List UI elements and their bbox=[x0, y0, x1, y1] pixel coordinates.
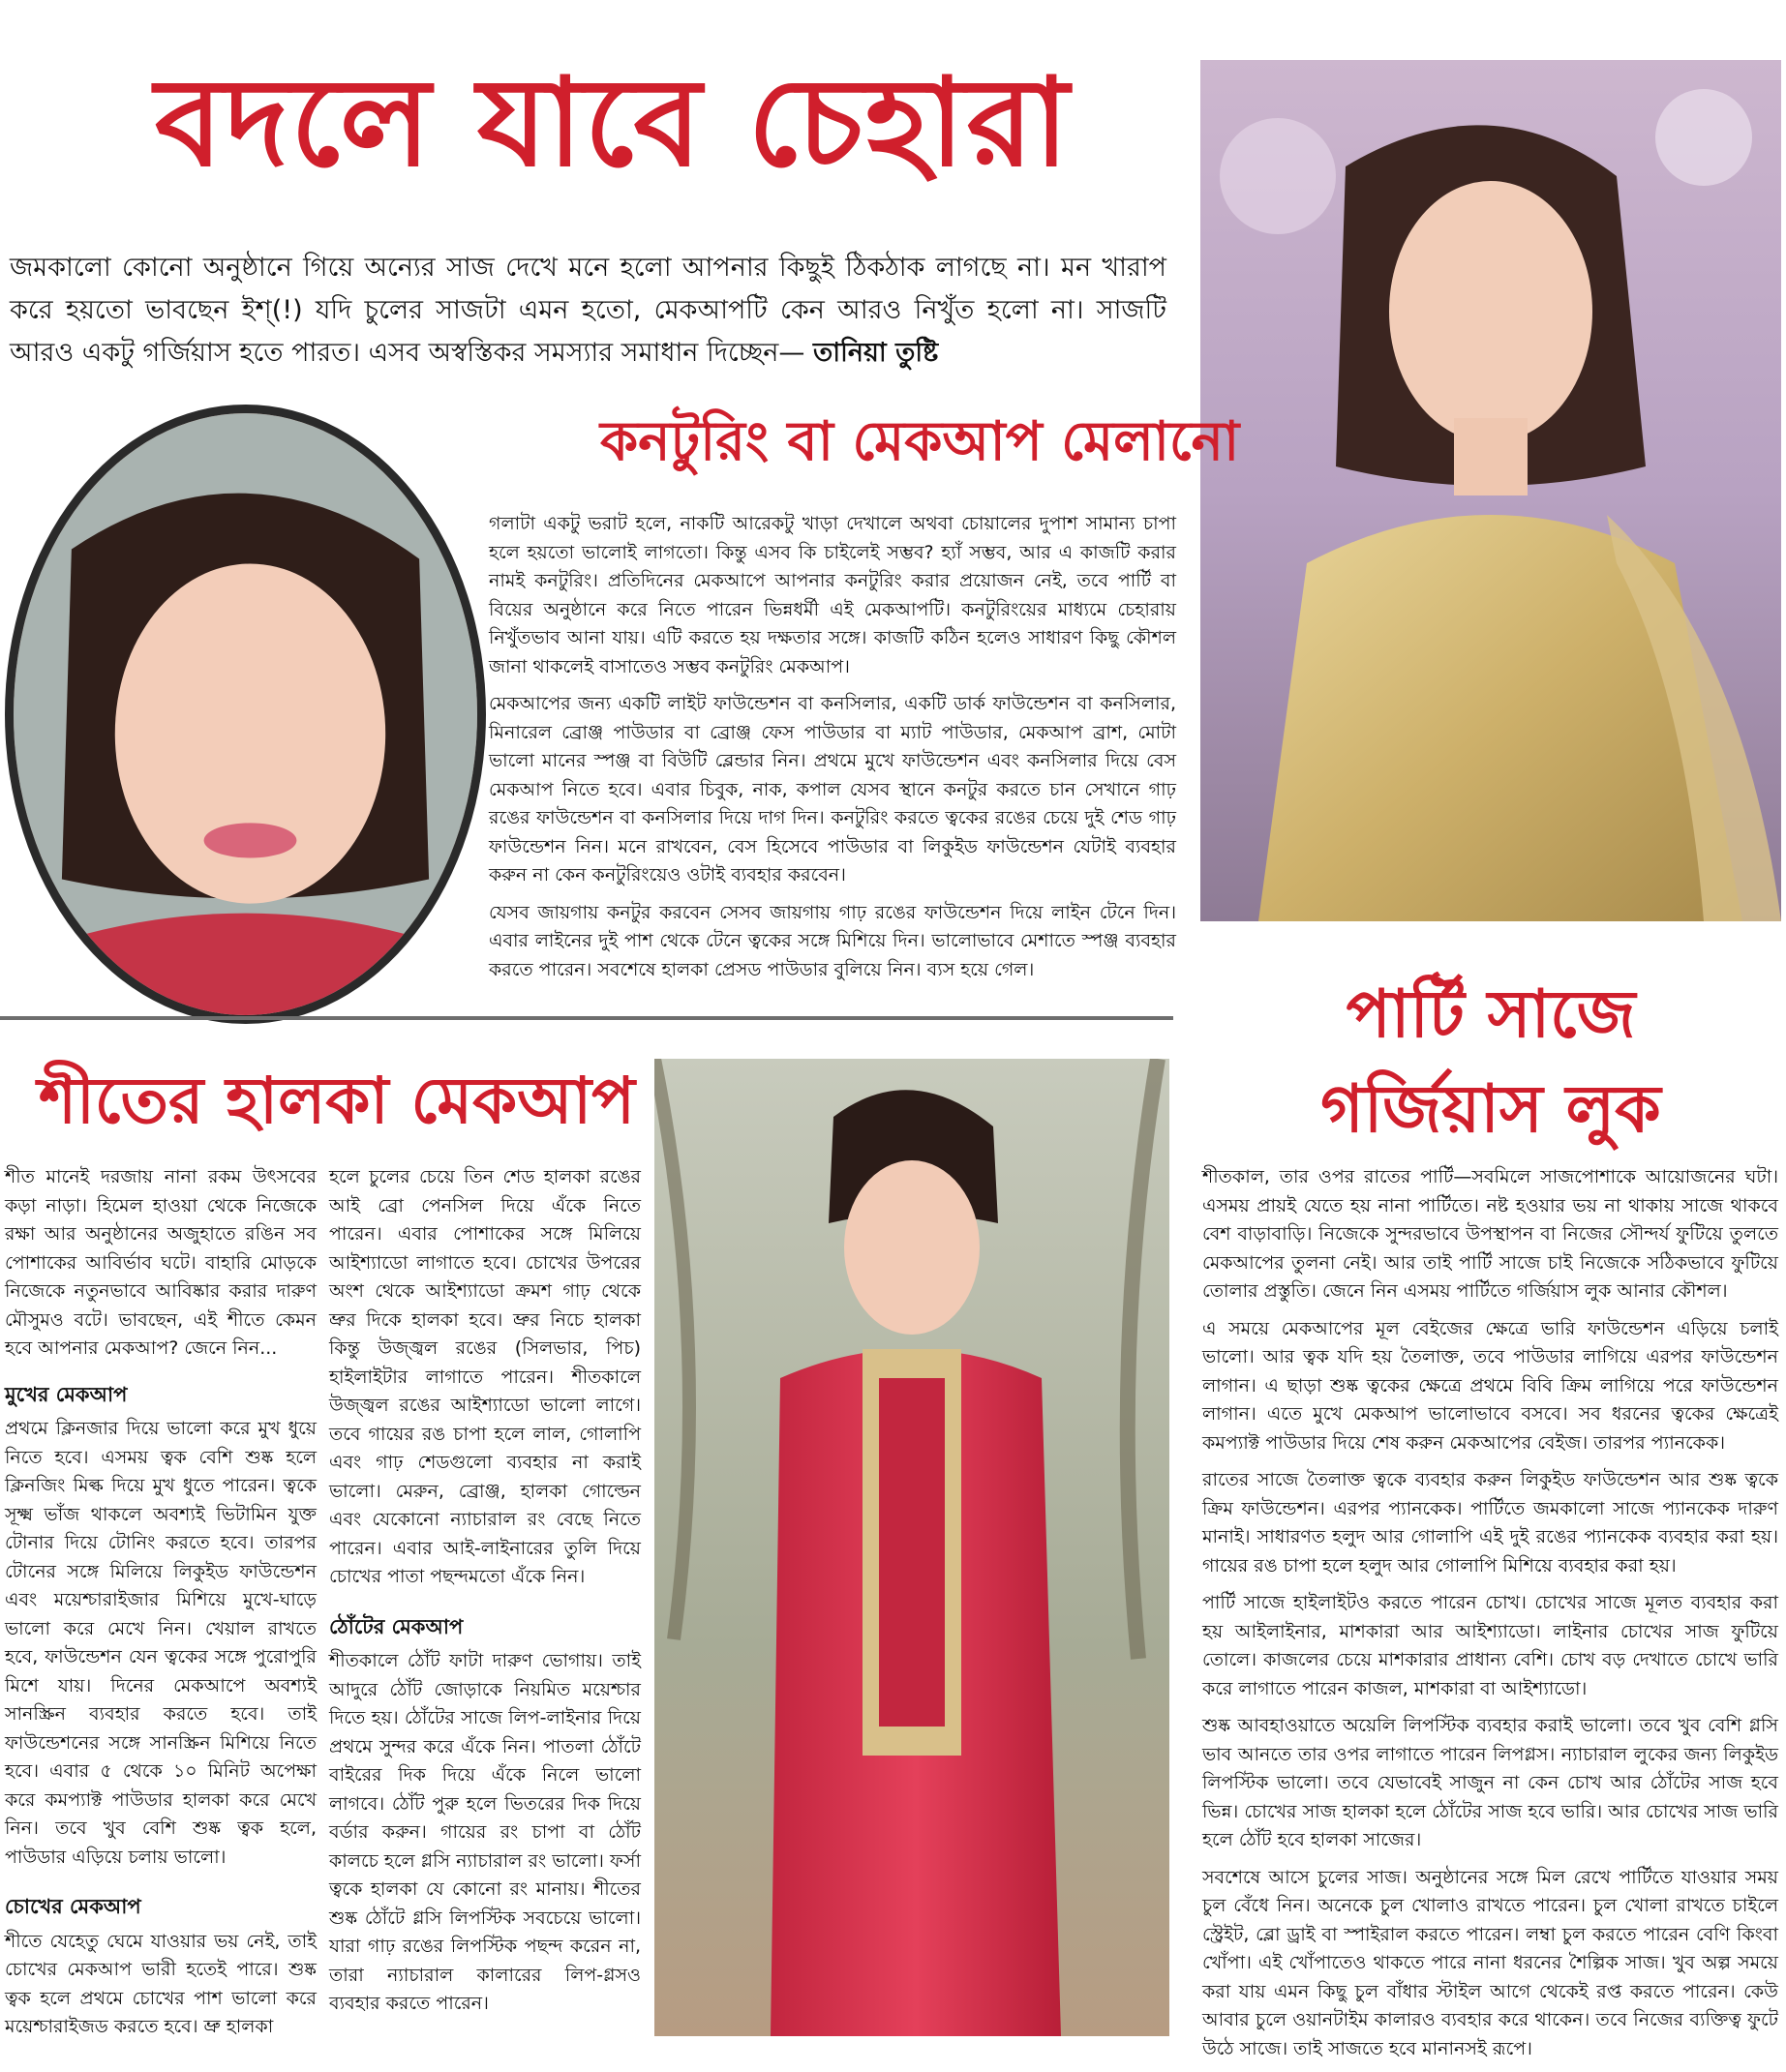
winter-intro: শীত মানেই দরজায় নানা রকম উৎসবের কড়া নাড়া। হিমেল হাওয়া থেকে নিজেকে রক্ষা আর অনুষ্ঠানের অজুহাতে রঙিন সব পোশাকের আবির্ভাব ঘটে। বাহারি মোড়কে নিজেকে নতুনভাবে আবিষ্কার করার দারুণ মৌসুমও বটে। ভাবছেন, এই শীতে কেমন হবে আপনার মেকআপ? জেনে নিন... bbox=[5, 1166, 317, 1359]
photo-gold-dress bbox=[1200, 60, 1781, 921]
photo-red-dress bbox=[654, 1059, 1169, 2036]
section-title-winter: শীতের হালকা মেকআপ bbox=[39, 1064, 635, 1138]
party-paragraph: এ সময়ে মেকআপের মূল বেইজের ক্ষেত্রে ভারি ফাউন্ডেশন এড়িয়ে চলাই ভালো। আর ত্বক যদি হয় তৈলাক্ত, তবে পাউডার লাগিয়ে এরপর ফাউন্ডেশন লাগান। এ ছাড়া শুষ্ক ত্বকের ক্ষেত্রে প্রথমে বিবি ক্রিম লাগিয়ে পরে ফাউন্ডেশন লাগান। এতে মুখে মেকআপ ভালোভাবে বসবে। সব ধরনের ত্বকের ক্ষেত্রেই কমপ্যাক্ট পাউডার দিয়ে শেষ করুন মেকআপের বেইজ। তারপর প্যানকেক। bbox=[1202, 1317, 1778, 1454]
face-makeup-text: প্রথমে ক্লিনজার দিয়ে ভালো করে মুখ ধুয়ে নিতে হবে। এসময় ত্বক বেশি শুষ্ক হলে ক্লিনজিং মিল্ক দিয়ে মুখ ধুতে পারেন। ত্বকে সূক্ষ্ম ভাঁজ থাকলে অবশ্যই ভিটামিন যুক্ত টোনার দিয়ে টোনিং করতে হবে। তারপর টোনের সঙ্গে মিলিয়ে লিকুইড ফাউন্ডেশন এবং ময়েশ্চারাইজার মিশিয়ে মুখে-ঘাড়ে ভালো করে মেখে নিন। খেয়াল রাখতে হবে, ফাউন্ডেশন যেন ত্বকের সঙ্গে পুরোপুরি মিশে যায়। দিনের মেকআপে অবশ্যই সানস্ক্রিন ব্যবহার করতে হবে। তাই ফাউন্ডেশনের সঙ্গে সানস্ক্রিন মিশিয়ে নিতে হবে। এবার ৫ থেকে ১০ মিনিট অপেক্ষা করে কমপ্যাক্ট পাউডার হালকা করে মেখে নিন। তবে খুব বেশি শুষ্ক ত্বক হলে, পাউডার এড়িয়ে চলায় ভালো। bbox=[5, 1418, 317, 1868]
contouring-paragraph: যেসব জায়গায় কনটুর করবেন সেসব জায়গায় গাঢ় রঙের ফাউন্ডেশন দিয়ে লাইন টেনে দিন। এবার লাইনের দুই পাশ থেকে টেনে ত্বকের সঙ্গে মিশিয়ে দিন। ভালোভাবে মেশাতে স্পঞ্জ ব্যবহার করতে পারেন। সবশেষে হালকা প্রেসড পাউডার বুলিয়ে নিন। ব্যস হয়ে গেল। bbox=[489, 901, 1176, 980]
contouring-paragraph: মেকআপের জন্য একটি লাইট ফাউন্ডেশন বা কনসিলার, একটি ডার্ক ফাউন্ডেশন বা কনসিলার, মিনারেল ব্রোঞ্জ পাউডার বা ব্রোঞ্জ ফেস পাউডার বা ম্যাট পাউডার, মেকআপ ব্রাশ, মোটা ভালো মানের স্পঞ্জ বা বিউটি ব্লেন্ডার নিন। প্রথমে মুখে ফাউন্ডেশন এবং কনসিলার দিয়ে বেস মেকআপ নিতে হবে। এবার চিবুক, নাক, কপাল যেসব স্থানে কনটুর করতে চান সেখানে গাঢ় রঙের ফাউন্ডেশন বা কনসিলার দিয়ে দাগ দিন। কনটুরিং করতে ত্বকের রঙের চেয়ে দুই শেড গাঢ় ফাউন্ডেশন নিন। মনে রাখবেন, বেস হিসেবে পাউডার বা লিকুইড ফাউন্ডেশন যেটাই ব্যবহার করুন না কেন কনটুরিংয়েও ওটাই ব্যবহার করবেন। bbox=[489, 693, 1176, 886]
eye-makeup-text: শীতে যেহেতু ঘেমে যাওয়ার ভয় নেই, তাই চোখের মেকআপ ভারী হতেই পারে। শুষ্ক ত্বক হলে প্রথমে চোখের পাশ ভালো করে ময়েশ্চারাইজড করতে হবে। ভ্রু হালকা bbox=[5, 1930, 317, 2037]
page-title: বদলে যাবে চেহারা bbox=[155, 51, 1072, 194]
party-paragraph: পার্টি সাজে হাইলাইটও করতে পারেন চোখ। চোখের সাজে মূলত ব্যবহার করা হয় আইলাইনার, মাশকারা আর আইশ্যাডো। লাইনার চোখের সাজ ফুটিয়ে তোলে। কাজলের চেয়ে মাশকারার প্রাধান্য বেশি। চোখ বড় দেখাতে চোখে ভারি করে লাগাতে পারেন কাজল, মাশকারা বা আইশ্যাডো। bbox=[1202, 1592, 1778, 1699]
section-title-party-line2: গর্জিয়াস লুক bbox=[1320, 1071, 1661, 1148]
photo-mirror-portrait bbox=[5, 405, 486, 1024]
party-paragraph: শীতকাল, তার ওপর রাতের পার্টি—সবমিলে সাজপোশাকে আয়োজনের ঘটা। এসময় প্রায়ই যেতে হয় নানা পার্টিতে। নষ্ট হওয়ার ভয় না থাকায় সাজে থাকবে বেশ বাড়াবাড়ি। নিজেকে সুন্দরভাবে উপস্থাপন বা নিজের সৌন্দর্য ফুটিয়ে তুলতে মেকআপের তুলনা নেই। আর তাই পার্টি সাজে চাই নিজেকে সঠিকভাবে ফুটিয়ে তোলার প্রস্তুতি। জেনে নিন এসময় পার্টিতে গর্জিয়াস লুক আনার কৌশল। bbox=[1202, 1166, 1778, 1302]
section-title-party-line1: পার্টি সাজে bbox=[1346, 976, 1636, 1053]
contouring-body bbox=[489, 510, 1176, 993]
lip-makeup-text: শীতকালে ঠোঁট ফাটা দারুণ ভোগায়। তাই আদুরে ঠোঁট জোড়াকে নিয়মিত ময়েশ্চার দিতে হয়। ঠোঁটের সাজে লিপ-লাইনার দিয়ে প্রথমে সুন্দর করে এঁকে নিন। পাতলা ঠোঁটে বাইরের দিক দিয়ে এঁকে নিলে ভালো লাগবে। ঠোঁট পুরু হলে ভিতরের দিক দিয়ে বর্ডার করুন। গায়ের রং চাপা বা ঠোঁট কালচে হলে গ্লসি ন্যাচারাল রং ভালো। ফর্সা ত্বকে হালকা যে কোনো রং মানায়। শীতের শুষ্ক ঠোঁটে গ্লসি লিপস্টিক সবচেয়ে ভালো। যারা গাঢ় রঙের লিপস্টিক পছন্দ করেন না, তারা ন্যাচারাল কালারের লিপ-গ্লসও ব্যবহার করতে পারেন। bbox=[329, 1650, 641, 2014]
section-divider bbox=[0, 1016, 1173, 1020]
heading-eye-makeup: চোখের মেকআপ bbox=[5, 1895, 141, 1918]
section-title-contouring: কনটুরিং বা মেকআপ মেলানো bbox=[600, 410, 1240, 473]
party-paragraph: সবশেষে আসে চুলের সাজ। অনুষ্ঠানের সঙ্গে মিল রেখে পার্টিতে যাওয়ার সময় চুল বেঁধে নিন। অনেকে চুল খোলাও রাখতে পারেন। চুল খোলা রাখতে চাইলে স্ট্রেইট, ব্লো ড্রাই বা স্পাইরাল করতে পারেন। লম্বা চুল করতে পারেন বেণি কিংবা খোঁপা। এই খোঁপাতেও থাকতে পারে নানা ধরনের শৈল্পিক সাজ। খুব অল্প সময়ে করা যায় এমন কিছু চুল বাঁধার স্টাইল আগে থেকেই রপ্ত করতে পারেন। কেউ আবার চুলে ওয়ানটাইম কালারও ব্যবহার করে থাকেন। তবে নিজের ব্যক্তিত্ব ফুটে উঠে সাজে। তাই সাজতে হবে মানানসই রূপে। bbox=[1202, 1866, 1778, 2059]
author-byline: তানিয়া তুষ্টি bbox=[813, 338, 939, 368]
intro-paragraph bbox=[10, 247, 1166, 375]
winter-column-1 bbox=[5, 1163, 317, 2051]
party-paragraph: শুষ্ক আবহাওয়াতে অয়েলি লিপস্টিক ব্যবহার করাই ভালো। তবে খুব বেশি গ্লসি ভাব আনতে তার ওপর লাগাতে পারেন লিপগ্লস। ন্যাচারাল লুকের জন্য লিকুইড লিপস্টিক ভালো। তবে যেভাবেই সাজুন না কেন চোখ আর ঠোঁটের সাজ হবে ভিন্ন। চোখের সাজ হালকা হলে ঠোঁটের সাজ হবে ভারি। আর চোখের সাজ ভারি হলে ঠোঁট হবে হালকা সাজের। bbox=[1202, 1715, 1778, 1850]
heading-face-makeup: মুখের মেকআপ bbox=[5, 1382, 128, 1406]
winter-column-2 bbox=[329, 1163, 641, 2027]
heading-lip-makeup: ঠোঁটের মেকআপ bbox=[329, 1614, 464, 1638]
section-title-party bbox=[1239, 968, 1742, 1157]
party-body bbox=[1202, 1163, 1778, 2072]
contouring-paragraph: গলাটা একটু ভরাট হলে, নাকটি আরেকটু খাড়া দেখালে অথবা চোয়ালের দুপাশ সামান্য চাপা হলে হয়তো ভালোই লাগতো। কিন্তু এসব কি চাইলেই সম্ভব? হ্যাঁ সম্ভব, আর এ কাজটি করার নামই কনটুরিং। প্রতিদিনের মেকআপে আপনার কনটুরিং করার প্রয়োজন নেই, তবে পার্টি বা বিয়ের অনুষ্ঠানে করে নিতে পারেন ভিন্নধর্মী এই মেকআপটি। কনটুরিংয়ের মাধ্যমে চেহারায় নিখুঁতভাব আনা যায়। এটি করতে হয় দক্ষতার সঙ্গে। কাজটি কঠিন হলেও সাধারণ কিছু কৌশল জানা থাকলেই বাসাতেও সম্ভব কনটুরিং মেকআপ। bbox=[489, 513, 1176, 677]
eye-makeup-continued: হলে চুলের চেয়ে তিন শেড হালকা রঙের আই ব্রো পেনসিল দিয়ে এঁকে নিতে পারেন। এবার পোশাকের সঙ্গে মিলিয়ে আইশ্যাডো লাগাতে হবে। চোখের উপরের অংশ থেকে আইশ্যাডো ক্রমশ গাঢ় থেকে ভ্রুর দিকে হালকা হবে। ভ্রুর নিচে হালকা কিন্তু উজ্জ্বল রঙের (সিলভার, পিচ) হাইলাইটার লাগাতে পারেন। শীতকালে উজ্জ্বল রঙের আইশ্যাডো ভালো লাগে। তবে গায়ের রঙ চাপা হলে লাল, গোলাপি এবং গাঢ় শেডগুলো ব্যবহার না করাই ভালো। মেরুন, ব্রোঞ্জ, হালকা গোল্ডেন এবং যেকোনো ন্যাচারাল রং বেছে নিতে পারেন। এবার আই-লাইনারের তুলি দিয়ে চোখের পাতা পছন্দমতো এঁকে নিন। bbox=[329, 1166, 641, 1587]
party-paragraph: রাতের সাজে তৈলাক্ত ত্বকে ব্যবহার করুন লিকুইড ফাউন্ডেশন আর শুষ্ক ত্বকে ক্রিম ফাউন্ডেশন। এরপর প্যানকেক। পার্টিতে জমকালো সাজে প্যানকেক দারুণ মানাই। সাধারণত হলুদ আর গোলাপি এই দুই রঙের প্যানকেক ব্যবহার করা হয়। গায়ের রঙ চাপা হলে হলুদ আর গোলাপি মিশিয়ে ব্যবহার করা হয়। bbox=[1202, 1469, 1778, 1577]
intro-text: জমকালো কোনো অনুষ্ঠানে গিয়ে অন্যের সাজ দেখে মনে হলো আপনার কিছুই ঠিকঠাক লাগছে না। মন খারাপ করে হয়তো ভাবছেন ইশ্(!) যদি চুলের সাজটা এমন হতো, মেকআপটি কেন আরও নিখুঁত হলো না। সাজটি আরও একটু গর্জিয়াস হতে পারত। এসব অস্বস্তিকর সমস্যার সমাধান দিচ্ছেন— bbox=[10, 253, 1166, 368]
